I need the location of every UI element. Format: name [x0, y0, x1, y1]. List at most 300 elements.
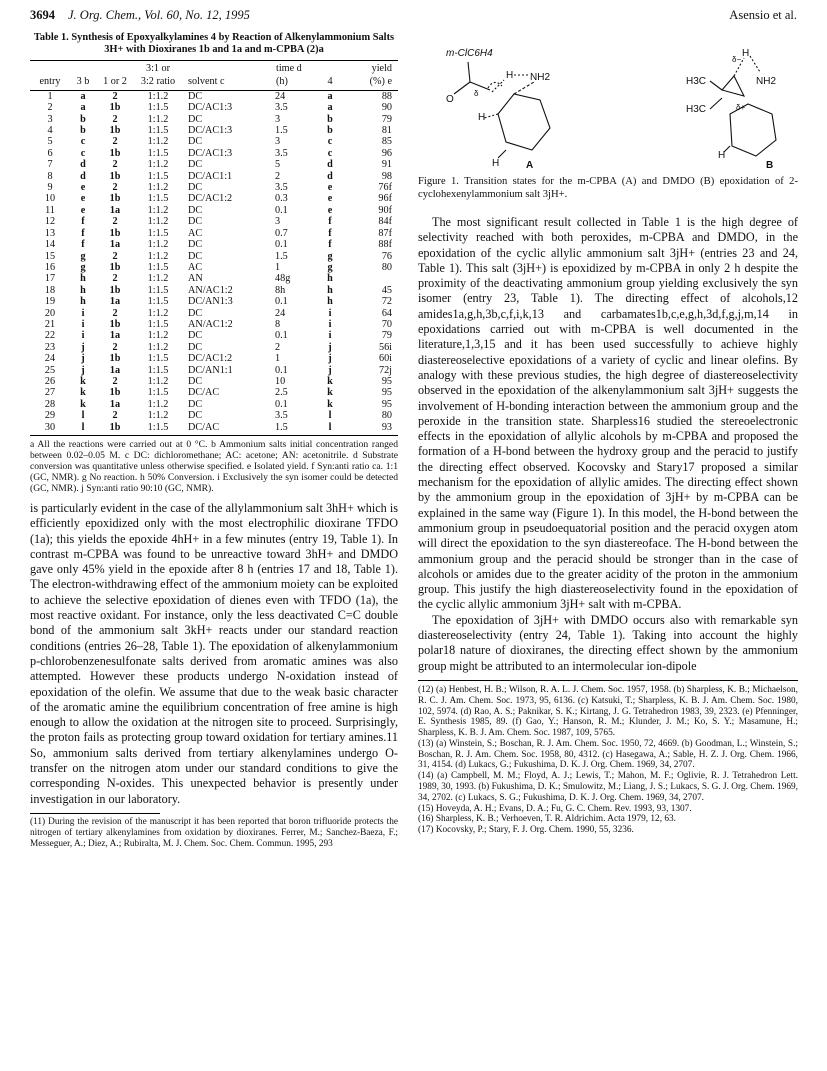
table-cell: 23 — [44, 341, 56, 353]
table-cell: 1b — [109, 318, 121, 330]
svg-text:H: H — [718, 150, 726, 161]
table-cell: j — [81, 341, 85, 353]
table-cell: 0.1 — [275, 330, 288, 342]
table-cell: 2 — [47, 102, 53, 114]
table-cell: h — [327, 284, 333, 296]
table-cell: 88f — [378, 239, 392, 251]
table-cell: 91 — [381, 159, 392, 171]
reference-12: (12) (a) Henbest, H. B.; Wilson, R. A. L. J. Chem. Soc. 1957, 1958. (b) Sharpless, K. B.; Michaelson, R. C. J. Am. Chem. Soc. 1973, 95, 6136. (c) Katsuki, T.; Sharpless, K. B. J. Am. Chem. Soc. 1980, 102, 5974. (d) Rao, A. S.; Paknikar, S. K.; Kirtang, J. G. Tetrahedron 1983, 39, 2323. (e) Pfenninger, E. Synthesis 1985, 89. (f) Gao, Y.; Hanson, R. M.; Klunder, J. M.; Ko, S. Y.; Masamune, H.; Sharpless, K. B. J. Am. Chem. Soc. 1987, 109, 5765. — [418, 684, 798, 739]
table-cell: 13 — [44, 227, 56, 239]
table-cell: DC/AC — [188, 387, 220, 399]
table-cell: 85 — [381, 136, 392, 148]
table-row — [30, 365, 398, 376]
table-cell: 0.1 — [275, 239, 288, 251]
table-cell: 1:1.2 — [147, 113, 169, 125]
table-cell: 1:1.2 — [147, 136, 169, 148]
table-cell: 10 — [44, 193, 56, 205]
table-body — [30, 90, 398, 435]
table-cell: 2 — [275, 341, 281, 353]
table-cell: b — [80, 125, 86, 137]
table-cell: d — [80, 170, 86, 182]
table-cell: 29 — [44, 410, 56, 422]
table-cell: 2 — [112, 182, 118, 194]
table-cell: 2 — [275, 170, 281, 182]
svg-text:NH2: NH2 — [530, 72, 551, 83]
table-cell: i — [81, 318, 85, 330]
table-cell: 3.5 — [275, 147, 288, 159]
table-cell: i — [328, 307, 332, 319]
table-cell: 1:1.5 — [147, 147, 169, 159]
table-cell: b — [80, 113, 86, 125]
table-cell: 56i — [378, 341, 392, 353]
table-cell: 2 — [112, 341, 118, 353]
table-cell: 1:1.5 — [147, 387, 169, 399]
table-cell: 1:1.5 — [147, 296, 169, 308]
table-header-row — [30, 75, 398, 90]
table-cell: 22 — [44, 330, 56, 342]
table-row — [30, 342, 398, 353]
footnote-11: (11) During the revision of the manuscript it has been reported that boron trifluoride protects the nitrogen of tertiary alkenylamines from oxidation by dioxiranes. Ferrer, M.; Sanchez-Baeza, F.; Messeguer, A.; Diez, A.; Rubiralta, M. J. Chem. Soc. Chem. Commun. 1995, 293 — [30, 816, 398, 849]
table-cell: 1:1.2 — [147, 341, 169, 353]
table-cell: DC — [188, 136, 203, 148]
table-cell: l — [317, 422, 343, 436]
table-cell: 1:1.5 — [147, 227, 169, 239]
table-row — [30, 410, 398, 421]
table-cell: AN/AC1:2 — [188, 284, 233, 296]
header-cell — [30, 61, 70, 76]
header-cell — [70, 61, 96, 76]
table-cell: DC — [188, 330, 203, 342]
table-cell: c — [80, 147, 86, 159]
table-cell: 3 — [275, 136, 281, 148]
table-cell: 1b — [109, 284, 121, 296]
table-cell: 1:1.5 — [147, 125, 169, 137]
results-table — [30, 60, 398, 436]
header-cell: (%) e — [343, 75, 398, 90]
header-cell: yield — [343, 61, 398, 76]
table-cell: 30 — [30, 422, 70, 436]
table-cell: 1:1.5 — [147, 318, 169, 330]
table-cell: h — [80, 273, 86, 285]
table-cell: AN — [188, 273, 203, 285]
figure-caption: Figure 1. Transition states for the m-CPBA (A) and DMDO (B) epoxidation of 2-cyclohexenylammonium salt 3jH+. — [418, 176, 798, 200]
table-cell: 1b — [109, 353, 121, 365]
table-row — [30, 193, 398, 204]
table-cell: 70 — [381, 318, 392, 330]
right-column — [418, 32, 798, 836]
table-cell: e — [327, 204, 333, 216]
table-cell: c — [327, 147, 333, 159]
table-cell: 1 — [275, 261, 281, 273]
table-cell: 1.5 — [275, 422, 317, 436]
table-cell: a — [327, 90, 333, 102]
table-cell: 1b — [109, 125, 121, 137]
table-cell: g — [80, 261, 86, 273]
table-cell: h — [327, 296, 333, 308]
table-cell: DC/AC1:2 — [188, 353, 233, 365]
table-cell: g — [327, 250, 333, 262]
table-cell — [343, 273, 398, 284]
table-row — [30, 125, 398, 136]
page-header — [30, 8, 797, 26]
table-cell: 1:1.5 — [147, 364, 169, 376]
left-body-text: is particularly evident in the case of the allylammonium salt 3hH+ which is efficiently epoxidized only with the most electrophilic dioxirane TFDO (1a); this yields the epoxide 4hH+ in a few minutes (entry 19, Table 1). In contrast m-CPBA was found to be unreactive toward 3hH+ and DMDO gave only 45% yield in the epoxide after 8 h (entries 17 and 18, Table 1). The electron-withdrawing effect of the ammonium moiety can be exploited to achieve the selective epoxidation of dienes even with TFDO (1a), the most reactive oxidant. For instance, only the less deactivated C=C double bond of the ammonium salt 3kH+ reacts under our standard reaction conditions (entries 26–28, Table 1). The epoxidation of alkenylammonium p-chlorobenzenesulfonate salts derived from aromatic amines was also attempted. However these products undergo N-oxidation instead of epoxidation of the olefin. We assume that due to the weak basic character of the aromatic amine the equilibrium concentration of free amine is high enough to allow the oxidation at the nitrogen site to proceed. Surprisingly, the proton fails as protecting group toward oxidation for tertiary amines.11 So, ammonium salts derived from tertiary alkenylamines undergo O-transfer on the nitrogen atom under our standard conditions to give the corresponding N-oxides. This unexpected behavior is presently under investigation in our laboratory. — [30, 501, 398, 806]
table-cell: 0.7 — [275, 227, 288, 239]
reference-15: (15) Hoveyda, A. H.; Evans, D. A.; Fu, G. C. Chem. Rev. 1993, 93, 1307. — [418, 803, 692, 814]
table-cell: AN/AC1:2 — [188, 318, 233, 330]
table-cell: 26 — [44, 375, 56, 387]
table-cell: 8 — [275, 318, 281, 330]
table-cell: d — [327, 170, 333, 182]
table-cell: j — [328, 364, 332, 376]
table-cell: 2 — [112, 90, 118, 102]
table-cell: 76f — [378, 182, 392, 194]
table-cell: e — [80, 182, 86, 194]
reference-16: (16) Sharpless, K. B.; Verhoeven, T. R. Aldrichim. Acta 1979, 12, 63. — [418, 814, 676, 825]
table-cell: f — [328, 216, 332, 228]
table-row — [30, 262, 398, 273]
svg-text:δ: δ — [474, 89, 479, 98]
table-cell: DC — [188, 341, 203, 353]
table-footnotes: a All the reactions were carried out at 0 °C. b Ammonium salts initial concentration ranged between 0.02–0.05 M. c DC: dichloromethane; AC: acetone; AN: acetonitrile. d Substrate conversion was quantitative unless otherwise specified. e Isolated yield. f Syn:anti ratio ca. 1:1 (GC, NMR). g No reaction. h 50% Conversion. i Exclusively the syn isomer could be detected (GC, NMR). j Syn:anti ratio 90:10 (GC, NMR). — [30, 439, 398, 494]
label-A: A — [526, 160, 534, 171]
table-row — [30, 228, 398, 239]
table-cell: b — [327, 125, 333, 137]
table-cell: f — [81, 216, 85, 228]
table-cell: i — [328, 330, 332, 342]
table-cell: 2 — [112, 307, 118, 319]
table-cell: 3 — [275, 113, 281, 125]
reference-list — [418, 680, 798, 836]
table-row — [30, 205, 398, 216]
table-cell: 1b — [109, 170, 121, 182]
table-cell: 1:1.5 — [147, 170, 169, 182]
table-cell: AC — [188, 261, 203, 273]
table-cell: 1b — [96, 422, 134, 436]
table-row — [30, 171, 398, 182]
table-cell: k — [80, 375, 86, 387]
table-cell: e — [327, 193, 333, 205]
table-cell: 1b — [109, 261, 121, 273]
table-row — [30, 422, 398, 436]
table-cell: 3 — [47, 113, 53, 125]
table-cell: 1:1.5 — [134, 422, 182, 436]
table-cell: 1:1.2 — [147, 90, 169, 102]
table-cell: 1:1.2 — [147, 250, 169, 262]
table-cell: f — [81, 227, 85, 239]
table-cell: 72j — [378, 364, 392, 376]
table-cell: 1:1.2 — [147, 330, 169, 342]
svg-text:δ+: δ+ — [736, 103, 746, 112]
table-cell: 1:1.2 — [147, 182, 169, 194]
svg-text:H: H — [742, 48, 750, 59]
table-cell: 79 — [381, 113, 392, 125]
table-cell: 24 — [44, 353, 56, 365]
svg-text:δ−: δ− — [732, 55, 742, 64]
table-cell: 1:1.2 — [147, 307, 169, 319]
table-cell: i — [81, 330, 85, 342]
table-cell: h — [327, 273, 333, 285]
table-cell: 60i — [378, 353, 392, 365]
table-cell: 1:1.5 — [147, 261, 169, 273]
aryl-label: m-ClC6H4 — [446, 48, 493, 59]
table-cell: 1a — [109, 330, 121, 342]
table-cell: 95 — [381, 387, 392, 399]
table-cell: 45 — [381, 284, 392, 296]
table-cell: 1b — [109, 102, 121, 114]
header-cell: 4 — [317, 75, 343, 90]
table-cell: 18 — [44, 284, 56, 296]
table-row — [30, 387, 398, 398]
table-cell: l — [81, 410, 85, 422]
svg-text:H3C: H3C — [686, 104, 707, 115]
header-cell — [317, 61, 343, 76]
table-cell: DC/AC1:3 — [188, 147, 233, 159]
table-cell: a — [327, 102, 333, 114]
table-cell: l — [328, 410, 332, 422]
table-cell: 80 — [381, 410, 392, 422]
table-cell: 93 — [343, 422, 398, 436]
header-cell: solvent c — [182, 75, 275, 90]
table-row — [30, 159, 398, 170]
table-cell: 3.5 — [275, 102, 288, 114]
table-cell: 0.1 — [275, 398, 288, 410]
table-row — [30, 182, 398, 193]
table-cell: 1:1.5 — [147, 284, 169, 296]
table-cell: 1 — [47, 90, 53, 102]
table-cell: 2 — [112, 113, 118, 125]
table-cell: DC — [188, 375, 203, 387]
table-cell: g — [327, 261, 333, 273]
table-cell: k — [327, 375, 333, 387]
table-cell: DC/AC1:3 — [188, 102, 233, 114]
table-cell: 2 — [112, 273, 118, 285]
table-cell: 1:1.5 — [147, 102, 169, 114]
table-cell: b — [327, 113, 333, 125]
table-cell: 0.1 — [275, 296, 288, 308]
table-cell: 1:1.2 — [147, 239, 169, 251]
right-body-paragraph-2: The epoxidation of 3jH+ with DMDO occurs also with remarkable syn diastereoselectivity (entry 24, Table 1). Taking into account the highly polar18 nature of dioxiranes, the directing effect shown by the ammonium group might be attributed to an intermolecular ion-dipole — [418, 612, 798, 673]
table-cell: 24 — [275, 90, 286, 102]
table-cell: k — [80, 398, 86, 410]
table-cell: 1:1.2 — [147, 216, 169, 228]
table-header-row-top — [30, 61, 398, 76]
table-cell: 1:1.5 — [147, 353, 169, 365]
table-cell: DC — [188, 307, 203, 319]
table-cell: 2 — [112, 216, 118, 228]
table-cell: l — [70, 422, 96, 436]
page-number: 3694 — [30, 8, 55, 22]
table-cell: 12 — [44, 216, 56, 228]
svg-text:H: H — [506, 70, 514, 81]
svg-text:O: O — [446, 94, 454, 105]
table-row — [30, 285, 398, 296]
reference-13: (13) (a) Winstein, S.; Boschan, R. J. Am. Chem. Soc. 1950, 72, 4669. (b) Goodman, L.; Winstein, S.; Boschan, R. J. Am. Chem. Soc. 1958, 80, 4312. (c) Hasegawa, A.; Sable, H. Z. J. Org. Chem. 1966, 31, 4154. (d) Lukacs, G.; Fukushima, D. K. J. Org. Chem. 1969, 34, 2707. — [418, 738, 798, 771]
table-row — [30, 399, 398, 410]
svg-text:H: H — [478, 112, 486, 123]
table-cell: 1a — [109, 296, 121, 308]
table-cell: DC/AC — [182, 422, 275, 436]
table-cell: 1b — [109, 147, 121, 159]
table-row — [30, 353, 398, 364]
table-cell: f — [81, 239, 85, 251]
table-row — [30, 90, 398, 102]
table-cell: k — [327, 387, 333, 399]
table-row — [30, 239, 398, 250]
table-cell: 14 — [44, 239, 56, 251]
table-cell: 81 — [381, 125, 392, 137]
table-cell: c — [327, 136, 333, 148]
table-row — [30, 136, 398, 147]
table-cell: k — [80, 387, 86, 399]
reference-17: (17) Kocovsky, P.; Stary, F. J. Org. Chem. 1990, 55, 3236. — [418, 825, 634, 836]
header-cell: 3:1 or — [134, 61, 182, 76]
table-cell: 0.1 — [275, 204, 288, 216]
table-cell: c — [80, 136, 86, 148]
table-cell: 8 — [47, 170, 53, 182]
table-row — [30, 308, 398, 319]
table-cell: 3.5 — [275, 182, 288, 194]
table-cell: DC — [188, 90, 203, 102]
footnote-divider — [30, 813, 160, 814]
table-cell: DC/AC1:1 — [188, 170, 233, 182]
table-cell: 80 — [381, 261, 392, 273]
table-row — [30, 114, 398, 125]
table-cell: DC — [188, 216, 203, 228]
table-cell: 1 — [275, 353, 281, 365]
table-cell: 17 — [44, 273, 56, 285]
table-row — [30, 102, 398, 113]
table-cell: 1a — [109, 364, 121, 376]
table-cell: 64 — [381, 307, 392, 319]
table-cell: 27 — [44, 387, 56, 399]
table-cell: e — [327, 182, 333, 194]
table-cell: DC — [188, 159, 203, 171]
table-cell: 4 — [47, 125, 53, 137]
table-cell: 1.5 — [275, 250, 288, 262]
running-authors: Asensio et al. — [729, 8, 797, 22]
table-cell: j — [328, 341, 332, 353]
table-cell: 16 — [44, 261, 56, 273]
table-cell: DC/AN1:1 — [188, 364, 233, 376]
table-cell: DC — [188, 250, 203, 262]
table-cell: 48g — [275, 273, 291, 285]
table-cell: 72 — [381, 296, 392, 308]
table-cell: 5 — [275, 159, 281, 171]
table-cell: 3 — [275, 216, 281, 228]
table-cell: 5 — [47, 136, 53, 148]
table-cell: k — [327, 398, 333, 410]
table-cell: i — [328, 318, 332, 330]
table-cell: 3.5 — [275, 410, 288, 422]
table-cell: a — [80, 102, 86, 114]
svg-text:H: H — [492, 158, 500, 169]
header-cell: 3:2 ratio — [134, 75, 182, 90]
table-cell: e — [80, 193, 86, 205]
table-cell: 1:1.2 — [147, 410, 169, 422]
table-cell: 1:1.2 — [147, 398, 169, 410]
table-cell: 25 — [44, 364, 56, 376]
table-cell: 0.3 — [275, 193, 288, 205]
table-cell: 1:1.2 — [147, 159, 169, 171]
figure-1 — [418, 32, 798, 172]
header-cell — [182, 61, 275, 76]
table-cell: 1a — [109, 398, 121, 410]
table-cell: DC/AC1:2 — [188, 193, 233, 205]
table-cell: 1b — [109, 227, 121, 239]
table-cell: 98 — [381, 170, 392, 182]
table-cell: f — [328, 239, 332, 251]
table-row — [30, 296, 398, 307]
table-row — [30, 319, 398, 330]
table-cell: d — [80, 159, 86, 171]
table-cell: 20 — [44, 307, 56, 319]
table-cell: 1.5 — [275, 125, 288, 137]
table-cell: 1:1.2 — [147, 204, 169, 216]
table-cell: 0.1 — [275, 364, 288, 376]
header-cell: entry — [30, 75, 70, 90]
table-row — [30, 330, 398, 341]
left-column — [30, 32, 398, 849]
table-cell: DC/AN1:3 — [188, 296, 233, 308]
table-cell: 1a — [109, 204, 121, 216]
table-cell: 87f — [378, 227, 392, 239]
table-cell: 96f — [378, 193, 392, 205]
table-cell: 28 — [44, 398, 56, 410]
table-cell: 10 — [275, 375, 286, 387]
reference-14: (14) (a) Campbell, M. M.; Floyd, A. J.; Lewis, T.; Mahon, M. F.; Oglivie, R. J. Tetrahedron Lett. 1989, 30, 1993. (b) Fukushima, D. K.; Smulowitz, M.; Liang, J. S.; Lukacs, S. G. J. Org. Chem. 1969, 34, 2702. (c) Lukacs, S. G.; Fukushima, D. K. J. Org. Chem. 1969, 34, 2707. — [418, 771, 798, 803]
table-cell: DC/AC1:3 — [188, 125, 233, 137]
table-cell: 2 — [112, 375, 118, 387]
table-cell: h — [80, 296, 86, 308]
table-cell: DC — [188, 398, 203, 410]
table-caption: Table 1. Synthesis of Epoxyalkylamines 4 by Reaction of Alkenylammonium Salts 3H+ with Dioxiranes 1b and 1a and m-CPBA (2)a — [33, 32, 395, 55]
table-cell: j — [81, 364, 85, 376]
svg-text:NH2: NH2 — [756, 76, 777, 87]
table-cell: 24 — [275, 307, 286, 319]
table-cell: a — [80, 90, 86, 102]
table-cell: 1b — [109, 193, 121, 205]
table-cell: 1:1.2 — [147, 375, 169, 387]
table-cell: 6 — [47, 147, 53, 159]
table-cell: 15 — [44, 250, 56, 262]
table-cell: 11 — [45, 204, 55, 216]
table-cell: 2 — [112, 250, 118, 262]
table-cell: j — [328, 353, 332, 365]
table-cell: i — [81, 307, 85, 319]
table-cell: 2.5 — [275, 387, 288, 399]
table-cell: DC — [188, 204, 203, 216]
table-cell: DC — [188, 182, 203, 194]
table-row — [30, 216, 398, 227]
journal-citation: J. Org. Chem., Vol. 60, No. 12, 1995 — [68, 8, 250, 22]
table-cell: 9 — [47, 182, 53, 194]
transition-state-diagram — [418, 32, 798, 172]
table-row — [30, 251, 398, 262]
table-cell: 7 — [47, 159, 53, 171]
table-cell: 79 — [381, 330, 392, 342]
table-cell: 96 — [381, 147, 392, 159]
header-cell: time d — [275, 61, 317, 76]
header-cell: 3 b — [70, 75, 96, 90]
table-cell: 84f — [378, 216, 392, 228]
table-cell: f — [328, 227, 332, 239]
table-cell: 95 — [381, 375, 392, 387]
table-cell: DC — [188, 410, 203, 422]
table-cell: 76 — [381, 250, 392, 262]
table-cell: 1:1.5 — [147, 193, 169, 205]
table-cell: 1:1.2 — [147, 273, 169, 285]
